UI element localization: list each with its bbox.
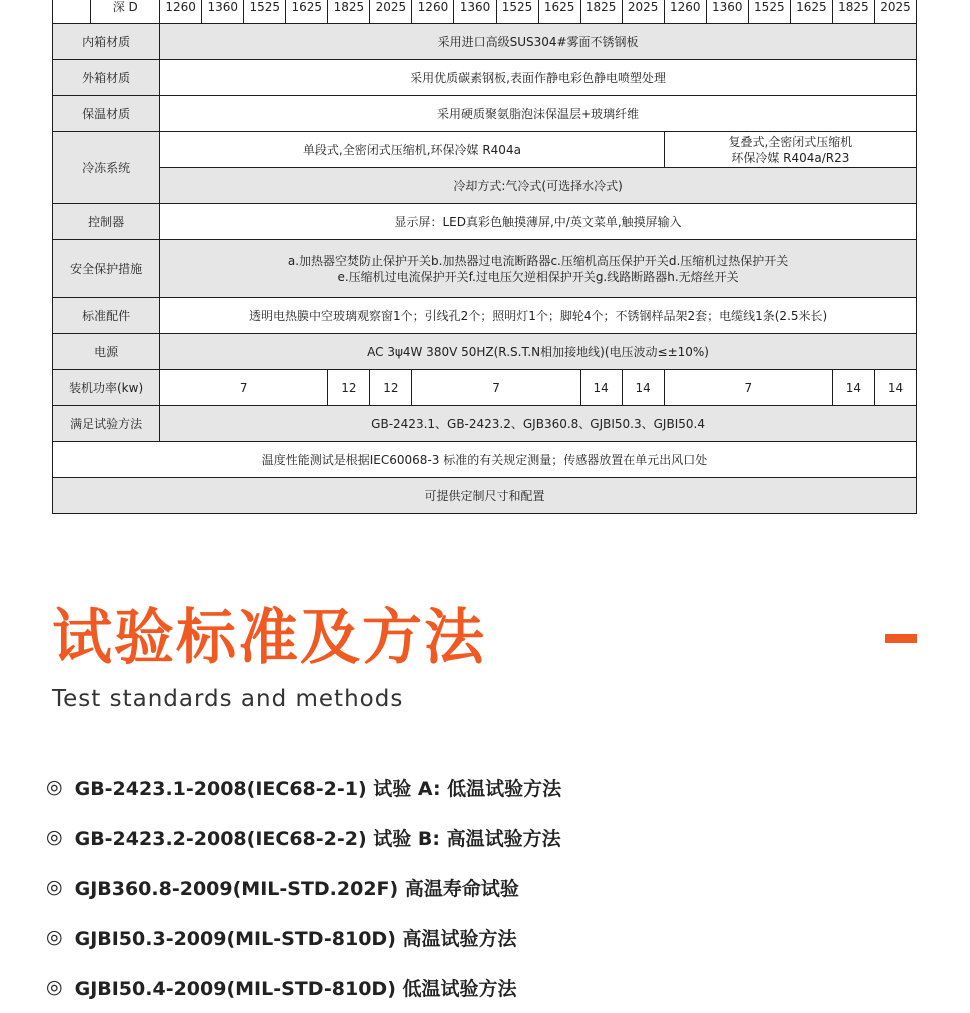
standard-text: GJBI50.3-2009(MIL-STD-810D) 高温试验方法 bbox=[74, 927, 517, 950]
installed-power-value: 14 bbox=[874, 370, 916, 406]
custom-note: 可提供定制尺寸和配置 bbox=[53, 478, 917, 514]
installed-power-row bbox=[53, 370, 917, 406]
depth-value: 1625 bbox=[538, 0, 580, 24]
depth-row bbox=[53, 0, 917, 24]
inner-material-value: 采用进口高级SUS304#雾面不锈钢板 bbox=[160, 24, 917, 60]
title-accent-dash bbox=[885, 634, 917, 643]
test-methods-label: 满足试验方法 bbox=[53, 406, 160, 442]
installed-power-value: 12 bbox=[370, 370, 412, 406]
accessories-label: 标准配件 bbox=[53, 298, 160, 334]
depth-row-blank bbox=[53, 0, 91, 24]
standard-text: GB-2423.2-2008(IEC68-2-2) 试验 B: 高温试验方法 bbox=[74, 827, 561, 850]
cooling-row bbox=[53, 168, 917, 204]
depth-label: 深 D bbox=[91, 0, 160, 24]
inner-material-row bbox=[53, 24, 917, 60]
depth-value: 1525 bbox=[748, 0, 790, 24]
double-circle-icon: ◎ bbox=[46, 976, 63, 998]
power-supply-label: 电源 bbox=[53, 334, 160, 370]
double-circle-icon: ◎ bbox=[46, 876, 63, 898]
spec-table bbox=[52, 0, 917, 514]
safety-value bbox=[160, 240, 917, 298]
installed-power-value: 14 bbox=[622, 370, 664, 406]
depth-value: 1260 bbox=[160, 0, 202, 24]
depth-value: 1360 bbox=[454, 0, 496, 24]
controller-label: 控制器 bbox=[53, 204, 160, 240]
standards-list bbox=[46, 762, 561, 1012]
depth-value: 1625 bbox=[286, 0, 328, 24]
outer-material-label: 外箱材质 bbox=[53, 60, 160, 96]
accessories-row bbox=[53, 298, 917, 334]
list-item bbox=[46, 812, 561, 862]
installed-power-value: 14 bbox=[580, 370, 622, 406]
inner-material-label: 内箱材质 bbox=[53, 24, 160, 60]
installed-power-value: 7 bbox=[160, 370, 328, 406]
standard-text: GJB360.8-2009(MIL-STD.202F) 高温寿命试验 bbox=[74, 877, 519, 900]
installed-power-value: 14 bbox=[832, 370, 874, 406]
safety-label: 安全保护措施 bbox=[53, 240, 160, 298]
refrigeration-cascade-line2: 环保冷媒 R404a/R23 bbox=[731, 150, 850, 165]
note-row bbox=[53, 442, 917, 478]
refrigeration-single-stage: 单段式,全密闭式压缩机,环保冷媒 R404a bbox=[160, 132, 665, 168]
refrigeration-cascade bbox=[664, 132, 916, 168]
refrigeration-row bbox=[53, 132, 917, 168]
depth-value: 2025 bbox=[370, 0, 412, 24]
depth-value: 2025 bbox=[874, 0, 916, 24]
section-title: 试验标准及方法 bbox=[52, 603, 486, 673]
safety-line1: a.加热器空焚防止保护开关b.加热器过电流断路器c.压缩机高压保护开关d.压缩机过热保护开关 bbox=[287, 253, 789, 268]
list-item bbox=[46, 762, 561, 812]
safety-line2: e.压缩机过电流保护开关f.过电压欠逆相保护开关g.线路断路器h.无熔丝开关 bbox=[337, 269, 739, 284]
refrigeration-cascade-line1: 复叠式,全密闭式压缩机 bbox=[728, 134, 853, 149]
depth-value: 2025 bbox=[622, 0, 664, 24]
test-methods-value: GB-2423.1、GB-2423.2、GJB360.8、GJBI50.3、GJBI50.4 bbox=[160, 406, 917, 442]
safety-row bbox=[53, 240, 917, 298]
depth-value: 1625 bbox=[790, 0, 832, 24]
power-supply-row bbox=[53, 334, 917, 370]
outer-material-row bbox=[53, 60, 917, 96]
installed-power-value: 7 bbox=[664, 370, 832, 406]
custom-note-row bbox=[53, 478, 917, 514]
standard-text: GB-2423.1-2008(IEC68-2-1) 试验 A: 低温试验方法 bbox=[74, 777, 562, 800]
installed-power-label: 装机功率(kw) bbox=[53, 370, 160, 406]
list-item bbox=[46, 962, 561, 1012]
depth-value: 1260 bbox=[664, 0, 706, 24]
insulation-value: 采用硬质聚氨脂泡沫保温层+玻璃纤维 bbox=[160, 96, 917, 132]
controller-value: 显示屏：LED真彩色触摸薄屏,中/英文菜单,触摸屏输入 bbox=[160, 204, 917, 240]
accessories-value: 透明电热膜中空玻璃观察窗1个；引线孔2个；照明灯1个；脚轮4个；不锈钢样品架2套；电缆线1条(2.5米长) bbox=[160, 298, 917, 334]
measurement-note: 温度性能测试是根据IEC60068-3 标准的有关规定测量；传感器放置在单元出风口处 bbox=[53, 442, 917, 478]
insulation-label: 保温材质 bbox=[53, 96, 160, 132]
depth-value: 1525 bbox=[244, 0, 286, 24]
double-circle-icon: ◎ bbox=[46, 776, 63, 798]
double-circle-icon: ◎ bbox=[46, 926, 63, 948]
outer-material-value: 采用优质碳素钢板,表面作静电彩色静电喷塑处理 bbox=[160, 60, 917, 96]
power-supply-value: AC 3ψ4W 380V 50HZ(R.S.T.N相加接地线)(电压波动≤±10%) bbox=[160, 334, 917, 370]
test-methods-row bbox=[53, 406, 917, 442]
depth-value: 1825 bbox=[328, 0, 370, 24]
cooling-method: 冷却方式:气冷式(可选择水冷式) bbox=[160, 168, 917, 204]
controller-row bbox=[53, 204, 917, 240]
standard-text: GJBI50.4-2009(MIL-STD-810D) 低温试验方法 bbox=[74, 977, 517, 1000]
depth-value: 1260 bbox=[412, 0, 454, 24]
depth-value: 1825 bbox=[832, 0, 874, 24]
depth-value: 1525 bbox=[496, 0, 538, 24]
list-item bbox=[46, 912, 561, 962]
depth-value: 1825 bbox=[580, 0, 622, 24]
refrigeration-label: 冷冻系统 bbox=[53, 132, 160, 204]
depth-value: 1360 bbox=[202, 0, 244, 24]
depth-value: 1360 bbox=[706, 0, 748, 24]
installed-power-value: 12 bbox=[328, 370, 370, 406]
insulation-row bbox=[53, 96, 917, 132]
installed-power-value: 7 bbox=[412, 370, 580, 406]
list-item bbox=[46, 862, 561, 912]
double-circle-icon: ◎ bbox=[46, 826, 63, 848]
section-subtitle: Test standards and methods bbox=[52, 686, 404, 712]
